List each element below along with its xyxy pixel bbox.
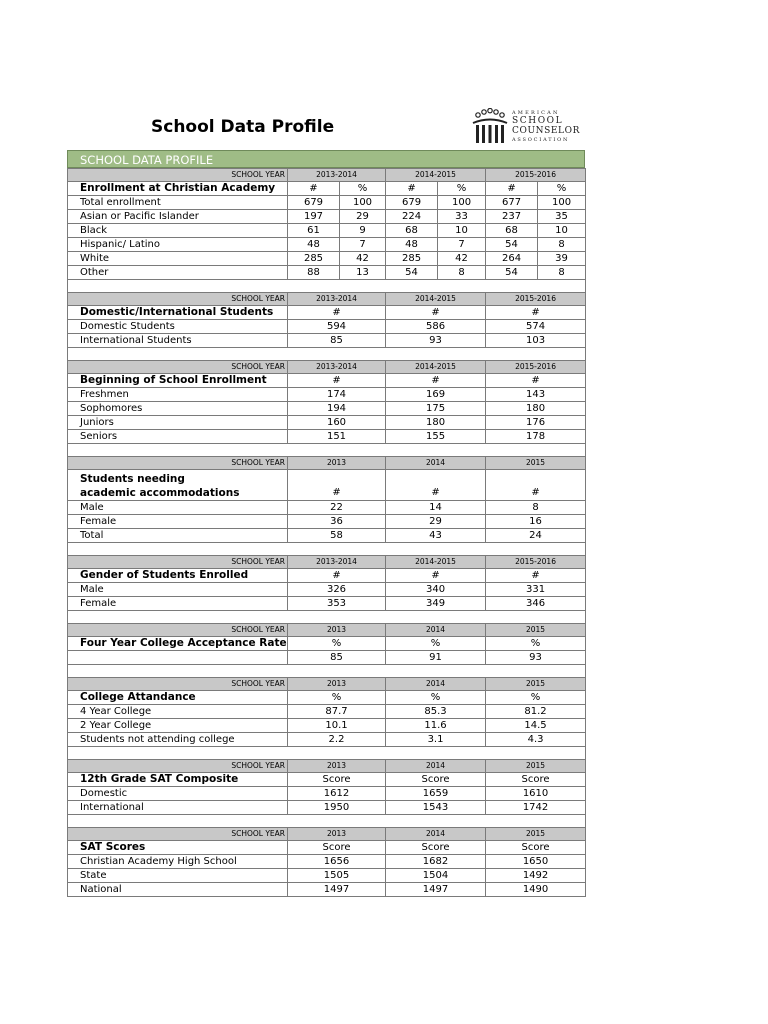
row-label: International Students: [68, 334, 288, 348]
value-cell: 176: [486, 416, 586, 430]
value-cell: 54: [486, 238, 538, 252]
section-title-row: [68, 182, 586, 196]
section-title: 12th Grade SAT Composite: [68, 773, 288, 787]
school-data-table: [67, 168, 586, 897]
table-row: [68, 869, 586, 883]
year-header: 2013: [288, 828, 386, 841]
value-cell: 151: [288, 430, 386, 444]
value-cell: 1543: [386, 801, 486, 815]
value-cell: 1612: [288, 787, 386, 801]
logo-line-4: ASSOCIATION: [512, 137, 570, 143]
value-cell: 143: [486, 388, 586, 402]
year-header: 2014: [386, 624, 486, 637]
value-cell: 1610: [486, 787, 586, 801]
row-label: Domestic Students: [68, 320, 288, 334]
unit-cell: %: [340, 182, 386, 196]
section-title: SAT Scores: [68, 841, 288, 855]
value-cell: 29: [386, 515, 486, 529]
year-header: 2013-2014: [288, 169, 386, 182]
value-cell: 68: [486, 224, 538, 238]
year-header: 2015: [486, 624, 586, 637]
value-cell: 180: [386, 416, 486, 430]
school-year-label: SCHOOL YEAR: [68, 169, 288, 182]
value-cell: 353: [288, 597, 386, 611]
row-label: Total: [68, 529, 288, 543]
value-cell: 8: [538, 266, 586, 280]
table-row: [68, 266, 586, 280]
value-cell: 88: [288, 266, 340, 280]
logo-line-2: SCHOOL: [512, 116, 564, 126]
unit-cell: #: [386, 569, 486, 583]
value-cell: 100: [538, 196, 586, 210]
school-year-label: SCHOOL YEAR: [68, 624, 288, 637]
section-title-row: [68, 773, 586, 787]
section-header-row: [68, 169, 586, 182]
unit-cell: %: [386, 691, 486, 705]
year-header: 2013-2014: [288, 361, 386, 374]
row-label: [68, 651, 288, 665]
table-row: [68, 719, 586, 733]
value-cell: 285: [288, 252, 340, 266]
value-cell: 1950: [288, 801, 386, 815]
value-cell: 1742: [486, 801, 586, 815]
table-row: [68, 597, 586, 611]
value-cell: 1490: [486, 883, 586, 897]
value-cell: 43: [386, 529, 486, 543]
value-cell: 14.5: [486, 719, 586, 733]
value-cell: 1497: [288, 883, 386, 897]
school-year-label: SCHOOL YEAR: [68, 457, 288, 470]
table-row: [68, 883, 586, 897]
value-cell: 346: [486, 597, 586, 611]
row-label: State: [68, 869, 288, 883]
unit-cell: Score: [288, 773, 386, 787]
table-row: [68, 196, 586, 210]
spacer-row: [68, 543, 586, 556]
spacer-row: [68, 815, 586, 828]
value-cell: 100: [340, 196, 386, 210]
unit-cell: #: [486, 470, 586, 501]
value-cell: 285: [386, 252, 438, 266]
value-cell: 237: [486, 210, 538, 224]
year-header: 2014: [386, 760, 486, 773]
value-cell: 224: [386, 210, 438, 224]
value-cell: 48: [288, 238, 340, 252]
value-cell: 326: [288, 583, 386, 597]
value-cell: 87.7: [288, 705, 386, 719]
value-cell: 586: [386, 320, 486, 334]
value-cell: 679: [386, 196, 438, 210]
row-label: Seniors: [68, 430, 288, 444]
section-header-row: [68, 556, 586, 569]
table-row: [68, 334, 586, 348]
table-row: [68, 733, 586, 747]
value-cell: 1656: [288, 855, 386, 869]
value-cell: 160: [288, 416, 386, 430]
spacer-row: [68, 348, 586, 361]
section-title-row: [68, 306, 586, 320]
year-header: 2015-2016: [486, 361, 586, 374]
spacer-cell: [68, 543, 586, 556]
value-cell: 155: [386, 430, 486, 444]
value-cell: 14: [386, 501, 486, 515]
section-header-row: [68, 760, 586, 773]
value-cell: 7: [340, 238, 386, 252]
unit-cell: Score: [386, 773, 486, 787]
value-cell: 48: [386, 238, 438, 252]
table-row: [68, 402, 586, 416]
table-row: [68, 501, 586, 515]
value-cell: 36: [288, 515, 386, 529]
row-label: Total enrollment: [68, 196, 288, 210]
table-row: [68, 787, 586, 801]
value-cell: 10: [538, 224, 586, 238]
spacer-cell: [68, 348, 586, 361]
unit-cell: #: [486, 569, 586, 583]
unit-cell: #: [288, 470, 386, 501]
value-cell: 169: [386, 388, 486, 402]
unit-cell: Score: [288, 841, 386, 855]
unit-cell: %: [486, 691, 586, 705]
year-header: 2013: [288, 760, 386, 773]
spacer-cell: [68, 665, 586, 678]
school-year-label: SCHOOL YEAR: [68, 828, 288, 841]
year-header: 2013: [288, 678, 386, 691]
value-cell: 349: [386, 597, 486, 611]
value-cell: 1505: [288, 869, 386, 883]
unit-cell: %: [486, 637, 586, 651]
table-row: [68, 651, 586, 665]
section-header-row: [68, 828, 586, 841]
unit-cell: #: [486, 182, 538, 196]
value-cell: 24: [486, 529, 586, 543]
unit-cell: #: [486, 374, 586, 388]
row-label: International: [68, 801, 288, 815]
value-cell: 68: [386, 224, 438, 238]
section-title: Four Year College Acceptance Rate: [68, 637, 288, 651]
row-label: 4 Year College: [68, 705, 288, 719]
year-header: 2015-2016: [486, 556, 586, 569]
asca-logo: [470, 108, 582, 146]
value-cell: 1492: [486, 869, 586, 883]
value-cell: 178: [486, 430, 586, 444]
table-row: [68, 416, 586, 430]
year-header: 2014: [386, 678, 486, 691]
unit-cell: #: [386, 374, 486, 388]
unit-cell: %: [288, 691, 386, 705]
value-cell: 54: [386, 266, 438, 280]
row-label: White: [68, 252, 288, 266]
section-title-row: [68, 569, 586, 583]
value-cell: 85: [288, 334, 386, 348]
row-label: Students not attending college: [68, 733, 288, 747]
table-row: [68, 320, 586, 334]
value-cell: 39: [538, 252, 586, 266]
table-row: [68, 430, 586, 444]
row-label: Domestic: [68, 787, 288, 801]
row-label: Asian or Pacific Islander: [68, 210, 288, 224]
table-row: [68, 583, 586, 597]
spacer-row: [68, 444, 586, 457]
value-cell: 180: [486, 402, 586, 416]
value-cell: 22: [288, 501, 386, 515]
spacer-row: [68, 665, 586, 678]
section-title: Domestic/International Students: [68, 306, 288, 320]
row-label: 2 Year College: [68, 719, 288, 733]
year-header: 2014-2015: [386, 556, 486, 569]
section-title: [68, 470, 288, 501]
school-year-label: SCHOOL YEAR: [68, 760, 288, 773]
spacer-row: [68, 611, 586, 624]
value-cell: 4.3: [486, 733, 586, 747]
unit-cell: %: [438, 182, 486, 196]
unit-cell: Score: [486, 773, 586, 787]
school-year-label: SCHOOL YEAR: [68, 678, 288, 691]
row-label: Black: [68, 224, 288, 238]
year-header: 2013-2014: [288, 293, 386, 306]
unit-cell: %: [538, 182, 586, 196]
value-cell: 100: [438, 196, 486, 210]
value-cell: 29: [340, 210, 386, 224]
table-row: [68, 855, 586, 869]
page-title: School Data Profile: [151, 117, 335, 137]
value-cell: 340: [386, 583, 486, 597]
unit-cell: Score: [486, 841, 586, 855]
spacer-cell: [68, 444, 586, 457]
value-cell: 93: [386, 334, 486, 348]
unit-cell: #: [288, 374, 386, 388]
unit-cell: #: [288, 569, 386, 583]
value-cell: 175: [386, 402, 486, 416]
year-header: 2014-2015: [386, 169, 486, 182]
year-header: 2014-2015: [386, 361, 486, 374]
row-label: National: [68, 883, 288, 897]
year-header: 2015: [486, 678, 586, 691]
unit-cell: %: [288, 637, 386, 651]
section-header-row: [68, 678, 586, 691]
sheet-banner: SCHOOL DATA PROFILE: [67, 150, 585, 168]
value-cell: 35: [538, 210, 586, 224]
value-cell: 42: [438, 252, 486, 266]
section-header-row: [68, 624, 586, 637]
value-cell: 174: [288, 388, 386, 402]
year-header: 2014: [386, 828, 486, 841]
section-title: College Attandance: [68, 691, 288, 705]
row-label: Christian Academy High School: [68, 855, 288, 869]
value-cell: 331: [486, 583, 586, 597]
spacer-row: [68, 747, 586, 760]
value-cell: 103: [486, 334, 586, 348]
table-row: [68, 210, 586, 224]
unit-cell: #: [288, 182, 340, 196]
section-header-row: [68, 293, 586, 306]
spacer-cell: [68, 611, 586, 624]
row-label: Male: [68, 501, 288, 515]
school-data-sheet: [67, 150, 585, 897]
unit-cell: #: [386, 470, 486, 501]
table-row: [68, 388, 586, 402]
section-title: Beginning of School Enrollment: [68, 374, 288, 388]
section-title-row: [68, 374, 586, 388]
year-header: 2015-2016: [486, 293, 586, 306]
unit-cell: %: [386, 637, 486, 651]
year-header: 2013: [288, 457, 386, 470]
table-row: [68, 224, 586, 238]
unit-cell: #: [288, 306, 386, 320]
value-cell: 61: [288, 224, 340, 238]
row-label: Hispanic/ Latino: [68, 238, 288, 252]
spacer-row: [68, 280, 586, 293]
value-cell: 91: [386, 651, 486, 665]
value-cell: 11.6: [386, 719, 486, 733]
row-label: Female: [68, 597, 288, 611]
year-header: 2015: [486, 760, 586, 773]
school-year-label: SCHOOL YEAR: [68, 293, 288, 306]
section-title: Gender of Students Enrolled: [68, 569, 288, 583]
year-header: 2015-2016: [486, 169, 586, 182]
spacer-cell: [68, 280, 586, 293]
section-title-row: [68, 470, 586, 501]
value-cell: 85: [288, 651, 386, 665]
unit-cell: #: [386, 182, 438, 196]
value-cell: 594: [288, 320, 386, 334]
value-cell: 2.2: [288, 733, 386, 747]
school-year-label: SCHOOL YEAR: [68, 361, 288, 374]
section-header-row: [68, 457, 586, 470]
value-cell: 81.2: [486, 705, 586, 719]
value-cell: 677: [486, 196, 538, 210]
logo-line-3: COUNSELOR: [512, 126, 580, 136]
value-cell: 194: [288, 402, 386, 416]
value-cell: 8: [538, 238, 586, 252]
spacer-cell: [68, 747, 586, 760]
value-cell: 54: [486, 266, 538, 280]
year-header: 2015: [486, 828, 586, 841]
table-row: [68, 238, 586, 252]
table-row: [68, 515, 586, 529]
table-row: [68, 529, 586, 543]
value-cell: 13: [340, 266, 386, 280]
value-cell: 1682: [386, 855, 486, 869]
value-cell: 1497: [386, 883, 486, 897]
value-cell: 10.1: [288, 719, 386, 733]
value-cell: 1504: [386, 869, 486, 883]
row-label: Other: [68, 266, 288, 280]
year-header: 2014: [386, 457, 486, 470]
value-cell: 16: [486, 515, 586, 529]
value-cell: 85.3: [386, 705, 486, 719]
row-label: Sophomores: [68, 402, 288, 416]
section-title-line-1: Students needing: [80, 473, 185, 485]
year-header: 2013-2014: [288, 556, 386, 569]
spacer-cell: [68, 815, 586, 828]
table-row: [68, 801, 586, 815]
section-title: Enrollment at Christian Academy: [68, 182, 288, 196]
value-cell: 42: [340, 252, 386, 266]
value-cell: 679: [288, 196, 340, 210]
year-header: 2014-2015: [386, 293, 486, 306]
year-header: 2015: [486, 457, 586, 470]
value-cell: 9: [340, 224, 386, 238]
row-label: Juniors: [68, 416, 288, 430]
section-header-row: [68, 361, 586, 374]
value-cell: 10: [438, 224, 486, 238]
value-cell: 93: [486, 651, 586, 665]
unit-cell: #: [386, 306, 486, 320]
value-cell: 264: [486, 252, 538, 266]
value-cell: 574: [486, 320, 586, 334]
logo-line-1: AMERICAN: [512, 110, 560, 116]
school-columns-icon: [470, 108, 510, 146]
section-title-row: [68, 841, 586, 855]
unit-cell: Score: [386, 841, 486, 855]
row-label: Male: [68, 583, 288, 597]
table-row: [68, 705, 586, 719]
section-title-row: [68, 691, 586, 705]
value-cell: 3.1: [386, 733, 486, 747]
value-cell: 8: [486, 501, 586, 515]
value-cell: 58: [288, 529, 386, 543]
value-cell: 1659: [386, 787, 486, 801]
unit-cell: #: [486, 306, 586, 320]
school-year-label: SCHOOL YEAR: [68, 556, 288, 569]
section-title-row: [68, 637, 586, 651]
value-cell: 33: [438, 210, 486, 224]
table-row: [68, 252, 586, 266]
value-cell: 8: [438, 266, 486, 280]
row-label: Freshmen: [68, 388, 288, 402]
year-header: 2013: [288, 624, 386, 637]
value-cell: 197: [288, 210, 340, 224]
section-title-line-2: academic accommodations: [80, 487, 240, 499]
row-label: Female: [68, 515, 288, 529]
value-cell: 1650: [486, 855, 586, 869]
value-cell: 7: [438, 238, 486, 252]
